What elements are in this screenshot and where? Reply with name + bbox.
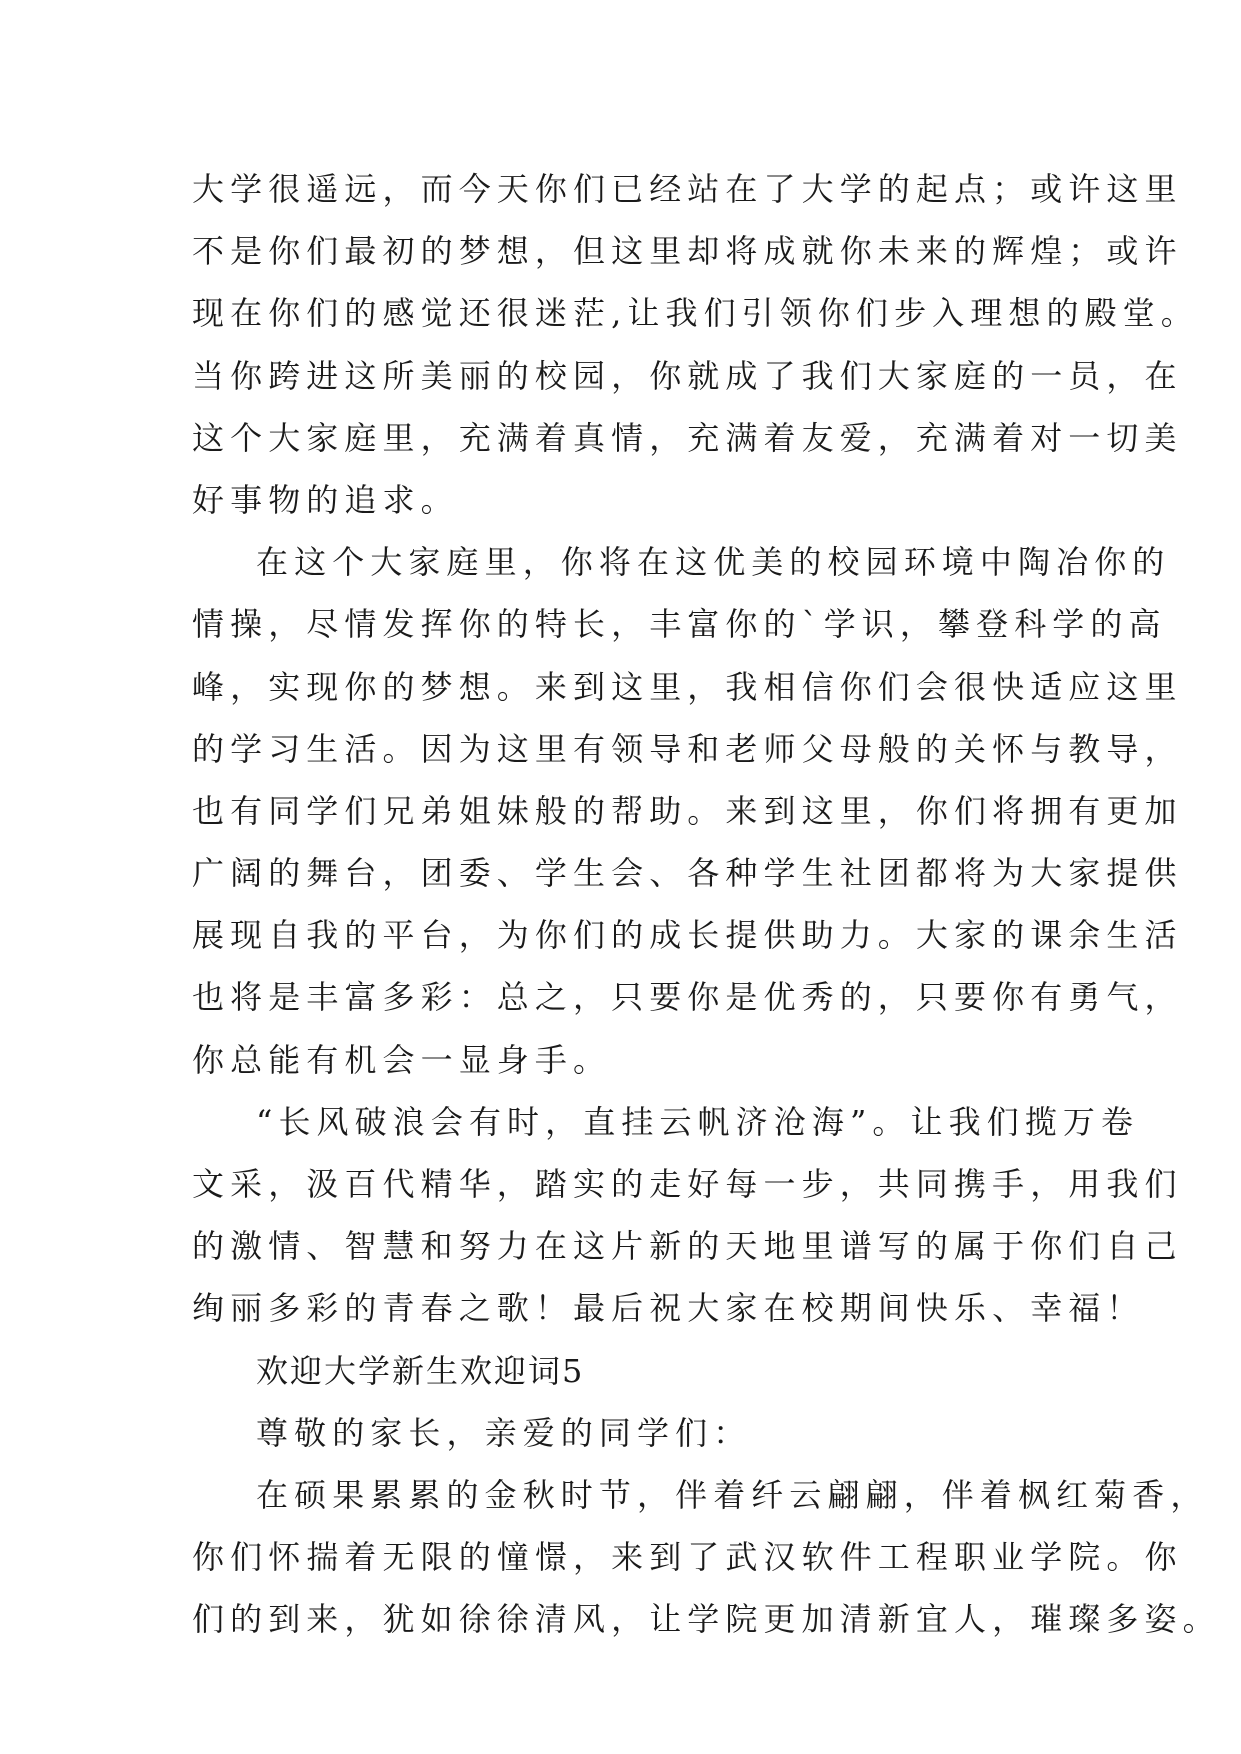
text-line: 你们怀揣着无限的憧憬，来到了武汉软件工程职业学院。你 <box>192 1538 1183 1577</box>
section-heading: 欢迎大学新生欢迎词5 <box>256 1351 585 1390</box>
text-line: 展现自我的平台，为你们的成长提供助力。大家的课余生活 <box>192 916 1183 955</box>
text-line: 大学很遥远，而今天你们已经站在了大学的起点；或许这里 <box>192 170 1183 208</box>
document-body <box>192 158 1221 1651</box>
text-line: 广阔的舞台，团委、学生会、各种学生社团都将为大家提供 <box>192 854 1183 893</box>
text-line: 好事物的追求。 <box>192 480 459 519</box>
text-line: 你总能有机会一显身手。 <box>192 1040 612 1079</box>
salutation: 尊敬的家长，亲爱的同学们： <box>256 1413 752 1452</box>
text-line: 现在你们的感觉还很迷茫,让我们引领你们步入理想的殿堂。 <box>192 294 1199 333</box>
text-line: 的激情、智慧和努力在这片新的天地里谱写的属于你们自己 <box>192 1227 1183 1266</box>
text-line: 不是你们最初的梦想，但这里却将成就你未来的辉煌；或许 <box>192 232 1183 271</box>
text-line: 峰，实现你的梦想。来到这里，我相信你们会很快适应这里 <box>192 667 1183 706</box>
paragraph-first-line: 在硕果累累的金秋时节，伴着纤云翩翩，伴着枫红菊香， <box>256 1475 1209 1514</box>
text-line: 文采，汲百代精华，踏实的走好每一步，共同携手，用我们 <box>192 1165 1183 1203</box>
paragraph-first-line: “长风破浪会有时，直挂云帆济沧海”。让我们揽万卷 <box>256 1102 1140 1141</box>
text-line: 也将是丰富多彩：总之，只要你是优秀的，只要你有勇气， <box>192 978 1183 1017</box>
text-line: 情操，尽情发挥你的特长，丰富你的`学识，攀登科学的高 <box>192 605 1167 644</box>
text-line: 绚丽多彩的青春之歌！最后祝大家在校期间快乐、幸福！ <box>192 1289 1145 1328</box>
text-line: 当你跨进这所美丽的校园，你就成了我们大家庭的一员，在 <box>192 356 1183 395</box>
text-line: 这个大家庭里，充满着真情，充满着友爱，充满着对一切美 <box>192 418 1183 457</box>
text-line: 们的到来，犹如徐徐清风，让学院更加清新宜人，璀璨多姿。 <box>192 1600 1221 1639</box>
text-line: 的学习生活。因为这里有领导和老师父母般的关怀与教导， <box>192 729 1183 768</box>
text-line: 也有同学们兄弟姐妹般的帮助。来到这里，你们将拥有更加 <box>192 791 1183 830</box>
paragraph-first-line: 在这个大家庭里，你将在这优美的校园环境中陶冶你的 <box>256 543 1171 582</box>
